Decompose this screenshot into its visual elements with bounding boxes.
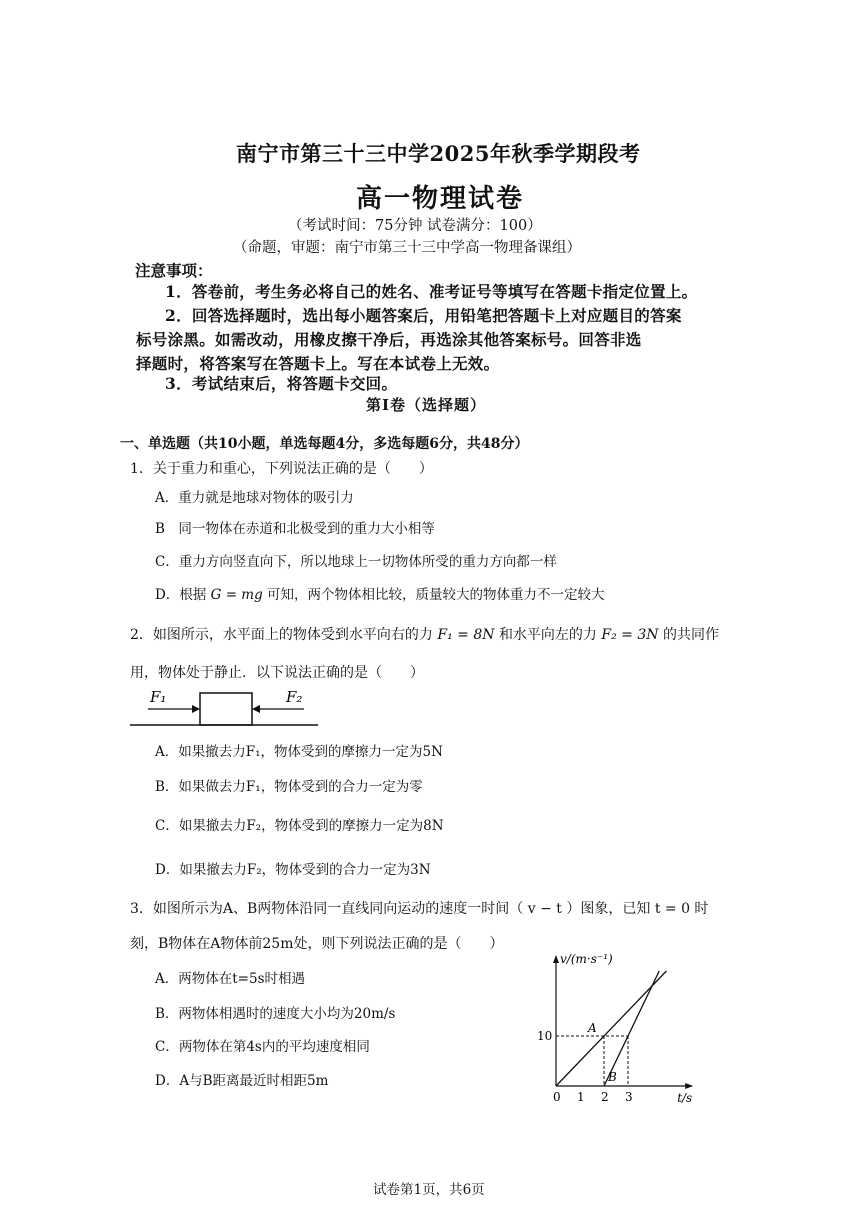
x-tick-label: 3 [625, 1090, 633, 1104]
q1-option-d-prefix: D．根据 [155, 587, 207, 603]
q3-option-b: B．两物体相遇时的速度大小均为20m/s [155, 1006, 396, 1022]
q3-option-c: C．两物体在第4s内的平均速度相同 [155, 1039, 370, 1055]
q1-option-b: B 同一物体在赤道和北极受到的重力大小相等 [155, 521, 435, 537]
q3-option-d: D．A与B距离最近时相距5m [155, 1073, 329, 1089]
notice-item-2-line-3: 择题时，将答案写在答题卡上。写在本试卷上无效。 [136, 354, 500, 373]
x-axis-label: t/s [677, 1091, 693, 1105]
notice-heading: 注意事项： [135, 261, 213, 280]
series-annotation-A: A [588, 1021, 597, 1035]
exam-authors: （命题，审题：南宁市第三十三中学高一物理备课组） [233, 240, 581, 256]
q3-stem-line-2: 刻，B物体在A物体前25m处，则下列说法正确的是（ ） [130, 936, 504, 952]
exam-subject-title: 高一物理试卷 [356, 184, 525, 214]
notice-item-1: 1．答卷前，考生务必将自己的姓名、准考证号等填写在答题卡指定位置上。 [165, 282, 698, 301]
q2-stem-line-2: 用，物体处于静止．以下说法正确的是（ ） [130, 665, 424, 681]
f1-arrowhead [192, 705, 200, 713]
block [200, 693, 252, 725]
x-tick-label: 0 [553, 1090, 561, 1104]
q2-option-a: A．如果撤去力F₁，物体受到的摩擦力一定为5N [155, 744, 443, 760]
notice-item-3: 3．考试结束后，将答题卡交回。 [165, 374, 398, 393]
x-tick-label: 1 [577, 1090, 585, 1104]
series-line-A [556, 971, 666, 1086]
q2-stem-part-c: 的共同作 [662, 627, 719, 643]
q2-f1-value: F₁ = 8N [437, 627, 495, 643]
q3-stem-line-1: 3．如图所示为A、B两物体沿同一直线同向运动的速度一时间（ v − t ）图象，已知 t = 0 时 [130, 901, 709, 917]
q2-stem-part-a: 2．如图所示，水平面上的物体受到水平向右的力 [130, 627, 433, 643]
exam-info: （考试时间：75分钟 试卷满分：100） [288, 218, 542, 234]
q2-option-b: B．如果做去力F₁，物体受到的合力一定为零 [155, 779, 423, 795]
q1-option-a: A．重力就是地球对物体的吸引力 [155, 490, 354, 506]
series-annotation-B: B [608, 1070, 617, 1084]
q1-stem: 1．关于重力和重心，下列说法正确的是（ ） [130, 461, 433, 477]
q1-option-c: C．重力方向竖直向下，所以地球上一切物体所受的重力方向都一样 [155, 554, 557, 570]
x-axis-arrow [685, 1083, 693, 1089]
q2-stem-part-b: 和水平向左的力 [498, 627, 597, 643]
f2-label: F₂ [286, 688, 303, 706]
y-axis-label: v/(m·s⁻¹) [560, 952, 613, 966]
y-axis-arrow [553, 955, 559, 963]
q2-stem-line-1 [130, 624, 719, 644]
part-1-title: 第Ⅰ卷（选择题） [366, 396, 487, 414]
x-tick-label: 2 [601, 1090, 609, 1104]
series-line-B [604, 971, 659, 1086]
q3-option-a: A．两物体在t=5s时相遇 [155, 971, 306, 987]
q2-option-c: C．如果撤去力F₂，物体受到的摩擦力一定为8N [155, 818, 444, 834]
page-footer: 试卷第1页，共6页 [373, 1182, 485, 1198]
q1-option-d-suffix: 可知，两个物体相比较，质量较大的物体重力不一定较大 [267, 587, 605, 603]
notice-item-2-line-2: 标号涂黑。如需改动，用橡皮擦干净后，再选涂其他答案标号。回答非选 [136, 330, 642, 349]
f1-label: F₁ [150, 688, 167, 706]
q3-vt-chart [530, 950, 700, 1105]
q2-force-diagram [130, 684, 330, 732]
exam-school-term-title: 南宁市第三十三中学2025年秋季学期段考 [236, 141, 641, 166]
y-tick-label: 10 [537, 1029, 553, 1043]
q1-formula: G = mg [210, 587, 263, 603]
q2-option-d: D．如果撤去力F₂，物体受到的合力一定为3N [155, 862, 431, 878]
f2-arrowhead [252, 705, 260, 713]
notice-item-2-line-1: 2．回答选择题时，选出每小题答案后，用铅笔把答题卡上对应题目的答案 [165, 306, 682, 325]
q2-f2-value: F₂ = 3N [601, 627, 659, 643]
section-1-heading: 一、单选题（共10小题，单选每题4分，多选每题6分，共48分） [120, 436, 529, 452]
q1-option-d [155, 583, 605, 603]
